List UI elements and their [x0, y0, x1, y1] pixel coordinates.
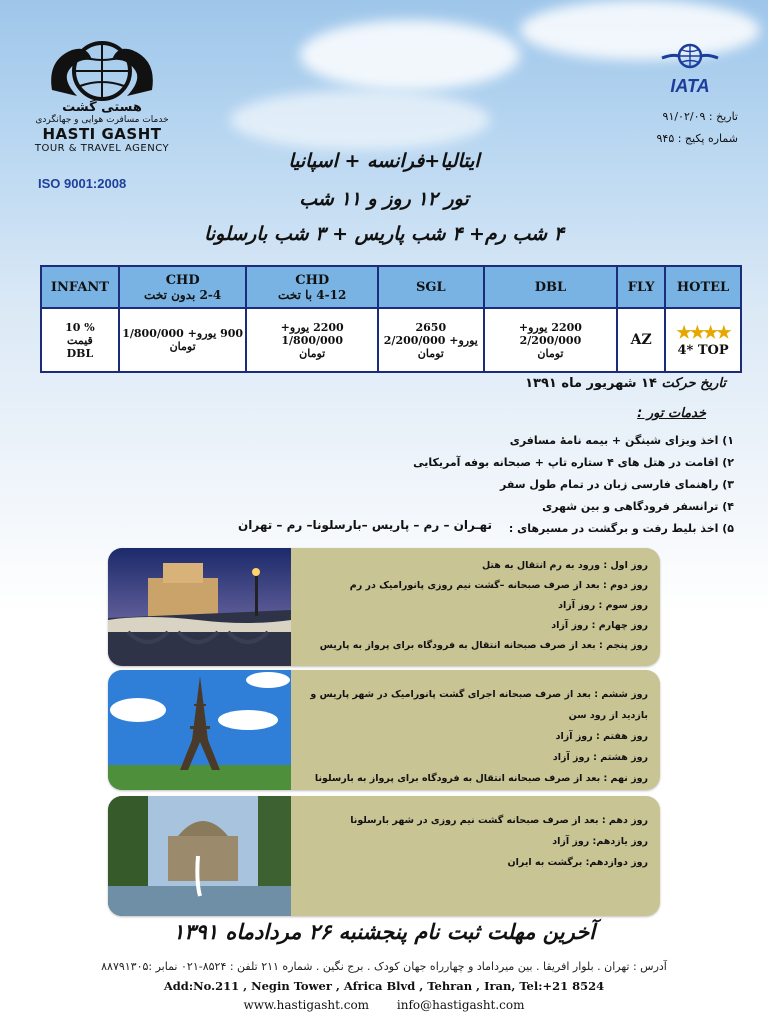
chd-nobed-price: 900 یورو+ 1/800/000: [122, 327, 244, 340]
document-meta: [657, 106, 739, 150]
barcelona-days: [298, 810, 648, 873]
tour-nights: ۴ شب رم+ ۴ شب پاریس + ۳ شب بارسلونا: [204, 223, 564, 245]
registration-deadline: آخرین مهلت ثبت نام پنجشنبه ۲۶ مردادماه ۱۳۹۱: [172, 920, 596, 944]
header-chd-nobed-sub: 2-4 بدون تخت: [144, 287, 222, 302]
company-tagline: TOUR & TRAVEL AGENCY: [34, 143, 170, 154]
header-chd-bed-sub: 4-12 با تخت: [278, 287, 347, 302]
company-subtitle-fa: خدمات مسافرت هوایی و جهانگردی: [35, 115, 169, 125]
header-hotel: HOTEL: [665, 266, 741, 308]
castel-sant-angelo-image: [108, 548, 291, 666]
header-sgl: SGL: [378, 266, 484, 308]
header-fly: FLY: [617, 266, 665, 308]
cell-infant: [41, 308, 119, 372]
itinerary-rome: [108, 548, 660, 666]
departure-date: [525, 376, 726, 391]
sgl-currency: تومان: [417, 346, 444, 360]
itinerary-day: روز هشتم : روز آزاد: [552, 752, 648, 763]
iso-certification: ISO 9001:2008: [38, 176, 127, 191]
cell-chd-bed: [246, 308, 378, 372]
website-link[interactable]: www.hastigasht.com: [243, 998, 370, 1012]
company-name-en: HASTI GASHT: [42, 125, 162, 143]
header-chd-bed-label: CHD: [295, 272, 330, 288]
sgl-euro: 2650: [415, 320, 447, 334]
itinerary-day: روز هفتم : روز آزاد: [555, 731, 648, 742]
rome-photo: [108, 548, 291, 666]
price-table-header: [41, 266, 741, 308]
itinerary-day: روز دهم : بعد از صرف صبحانه گشت نیم روزی در شهر بارسلونا: [350, 815, 648, 826]
eiffel-tower-image: [108, 670, 291, 790]
service-item: ۴) ترانسفر فرودگاهی و بین شهری: [542, 500, 734, 513]
address-en: Add:No.211 , Negin Tower , Africa Blvd , Tehran , Iran, Tel:+21 8524: [163, 979, 605, 993]
dbl-price: 2200 یورو+ 2/200/000: [518, 320, 582, 347]
services-title: خدمات تور :: [637, 406, 706, 421]
cell-chd-nobed: [119, 308, 247, 372]
contact-web: [0, 998, 768, 1012]
document-date: تاریخ : ۹۱/۰۲/۰۹: [662, 110, 738, 123]
price-table: [40, 265, 742, 373]
departure-label: تاریخ حرکت: [661, 376, 726, 391]
service-item: ۳) راهنمای فارسی زبان در تمام طول سفر: [499, 478, 734, 491]
tour-duration: تور ۱۲ روز و ۱۱ شب: [299, 188, 469, 210]
iata-logo: [650, 40, 730, 97]
chd-bed-price: 2200 یورو+ 1/800/000: [280, 320, 344, 347]
itinerary-day: روز سوم : روز آزاد: [558, 600, 648, 611]
chd-bed-currency: تومان: [299, 346, 326, 360]
globe-logo-icon: [47, 40, 157, 102]
iata-label: IATA: [670, 76, 710, 96]
cell-dbl: [484, 308, 618, 372]
flight-route: تهـران – رم – پاریس –بارسلونا– رم – تهران: [238, 518, 492, 532]
tour-title: ایتالیا+فرانسه + اسپانیا: [288, 150, 480, 172]
cell-fly: AZ: [617, 308, 665, 372]
paris-days: [298, 684, 648, 789]
chd-nobed-currency: تومان: [169, 340, 196, 353]
itinerary-day: روز یازدهم: روز آزاد: [552, 836, 648, 847]
cloud-decoration: [300, 20, 520, 90]
itinerary-day: روز ششم : بعد از صرف صبحانه اجرای گشت پانورامیک در شهر پاریس و بازدید از رود سن: [310, 689, 648, 721]
itinerary-day: روز پنجم : بعد از صرف صبحانه انتقال به فرودگاه برای پرواز به پاریس: [319, 640, 648, 651]
dbl-currency: تومان: [537, 346, 564, 360]
itinerary-barcelona: [108, 796, 660, 916]
itinerary-day: روز اول : ورود به رم انتقال به هتل: [481, 560, 648, 571]
cell-hotel: [665, 308, 741, 372]
itinerary-day: روز دوم : بعد از صرف صبحانه –گشت نیم روزی پانورامیک در رم: [349, 580, 648, 591]
iata-globe-icon: [660, 40, 720, 76]
hotel-grade: 4* TOP: [677, 342, 729, 358]
package-number: شماره پکیج : ۹۴۵: [656, 132, 738, 145]
cell-sgl: [378, 308, 484, 372]
company-logo: [22, 40, 182, 154]
itinerary-day: روز چهارم : روز آزاد: [551, 620, 648, 631]
infant-dbl-label: DBL: [66, 346, 94, 360]
sgl-price: یورو+ 2/200/000: [383, 333, 478, 347]
infant-percent: 10 %: [65, 320, 95, 334]
itinerary-paris: [108, 670, 660, 790]
rome-days: [298, 556, 648, 656]
itinerary-day: روز دوازدهم: برگشت به ایران: [507, 857, 648, 868]
address-fa: آدرس : تهران . بلوار افریقا . بین میرداماد و چهارراه جهان کودک . برج نگین . شماره ۲۱۱ تلفن : ۸۵۲۴-۰۲۱ نمابر :۸۸۷۹۱۳۰۵: [101, 960, 667, 973]
company-name-fa: هستی گشت: [62, 100, 142, 115]
header-chd-bed: [246, 266, 378, 308]
header-dbl: DBL: [484, 266, 618, 308]
header-infant: INFANT: [41, 266, 119, 308]
cloud-decoration: [230, 90, 490, 150]
infant-price-label: قیمت: [67, 333, 93, 347]
service-item: ۵) اخذ بلیط رفت و برگشت در مسیرهای :: [508, 522, 734, 535]
price-row: [41, 308, 741, 372]
hotel-stars-icon: ★★★★: [676, 322, 730, 343]
itinerary-day: روز نهم : بعد از صرف صبحانه انتقال به فرودگاه برای پرواز به بارسلونا: [314, 773, 648, 784]
barcelona-photo: [108, 796, 291, 916]
header-chd-nobed: [119, 266, 247, 308]
paris-photo: [108, 670, 291, 790]
service-item: ۲) اقامت در هتل های ۴ ستاره تاپ + صبحانه بوفه آمریکایی: [413, 456, 734, 469]
email-link[interactable]: info@hastigasht.com: [396, 998, 525, 1012]
service-item: ۱) اخذ ویزای شینگن + بیمه نامهٔ مسافری: [509, 434, 734, 447]
barcelona-fountain-image: [108, 796, 291, 916]
header-chd-nobed-label: CHD: [165, 272, 200, 288]
departure-value: ۱۴ شهریور ماه ۱۳۹۱: [525, 376, 657, 391]
